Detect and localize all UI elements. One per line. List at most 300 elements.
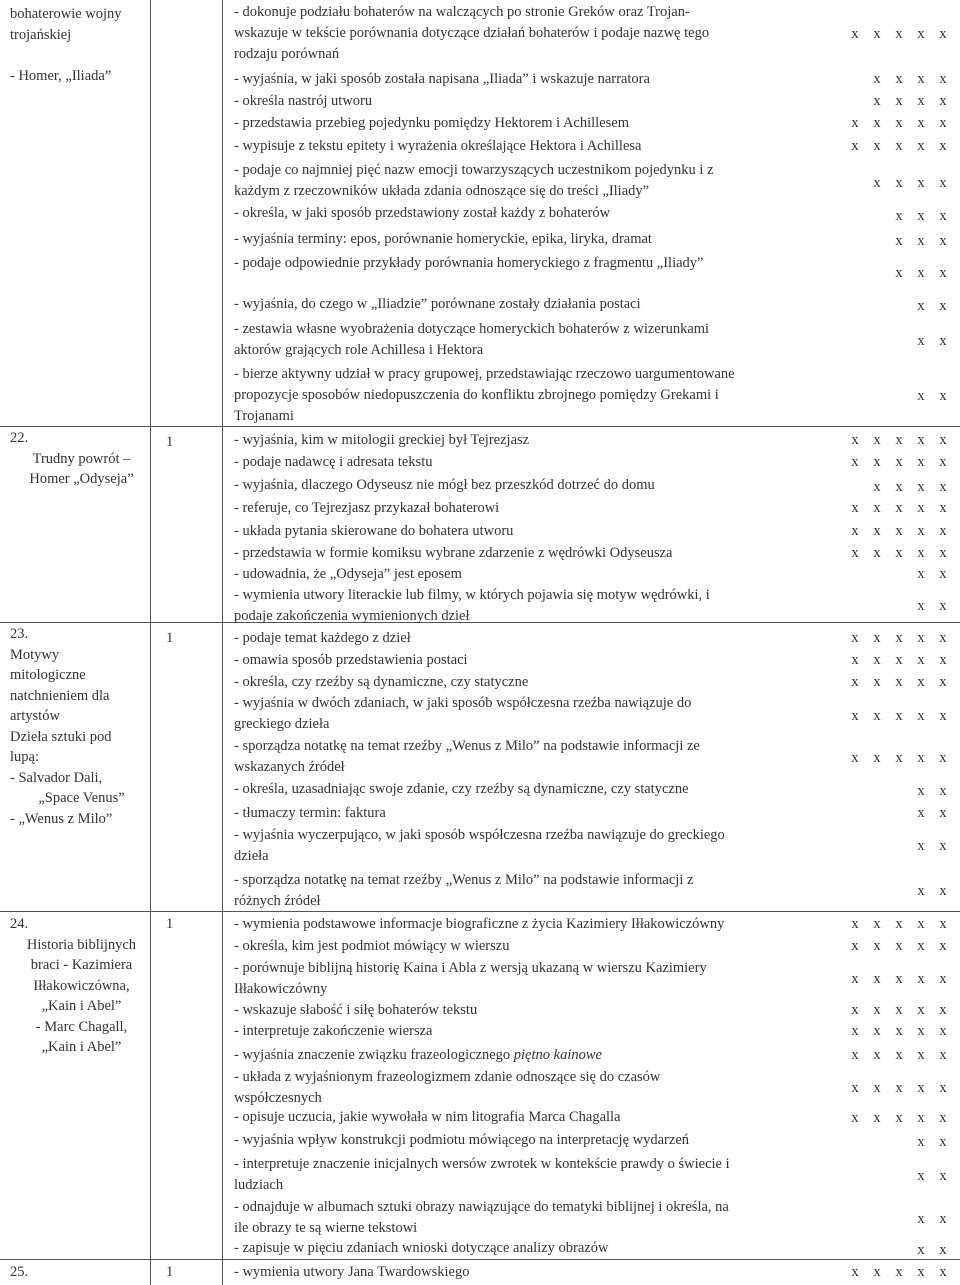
grade-mark: x [895,175,903,191]
lesson-title-line: Homer „Odyseja” [29,471,134,487]
grade-mark: x [895,208,903,224]
requirement-text [234,294,641,315]
requirement-line: - zestawia własne wyobrażenia dotyczące homeryckich bohaterów z wizerunkami [234,321,710,337]
grade-mark: x [873,523,881,539]
grade-mark: x [939,750,947,766]
grade-mark: x [939,971,947,987]
requirement-text [234,229,652,250]
requirement-text [234,1238,608,1259]
lesson-25-number: 25. [10,1264,29,1280]
grade-mark: x [873,1110,881,1126]
grade-mark: x [873,26,881,42]
grade-mark: x [917,838,925,854]
grade-mark: x [939,1134,947,1150]
requirement-text [234,958,707,1000]
requirement-line: współczesnych [234,1090,322,1106]
grade-marks [844,136,954,156]
grade-mark: x [895,1110,903,1126]
grade-mark: x [917,652,925,668]
requirement-line: - sporządza notatkę na temat rzeźby „Wenus z Milo” na podstawie informacji z [234,872,694,888]
requirement-text [234,319,709,361]
grade-mark: x [939,26,947,42]
requirement-line: różnych źródeł [234,893,321,909]
grade-mark: x [939,333,947,349]
grade-mark: x [939,71,947,87]
requirement-line: podaje zakończenia wymienionych dzieł [234,608,470,624]
requirement-line: - przedstawia w formie komiksu wybrane zdarzenie z wędrówki Odyseusza [234,545,673,561]
grade-marks [844,914,954,934]
grade-mark: x [917,265,925,281]
requirement-text [234,936,509,957]
grade-mark: x [939,1110,947,1126]
grade-marks [844,803,954,823]
requirement-line: - przedstawia przebieg pojedynku pomiędzy Hektorem i Achillesem [234,115,629,131]
requirement-line: - określa nastrój utworu [234,93,373,109]
grade-mark: x [851,674,859,690]
requirement-line: - wyjaśnia wpływ konstrukcji podmiotu mówiącego na interpretację wydarzeń [234,1132,690,1148]
grade-mark: x [917,208,925,224]
lesson-title-line: braci - Kazimiera [30,957,133,973]
grade-mark: x [917,1242,925,1258]
requirement-line: - wymienia podstawowe informacje biograficzne z życia Kazimiery Iłłakowiczówny [234,916,725,932]
requirement-line: - określa, czy rzeźby są dynamiczne, czy statyczne [234,674,529,690]
grade-mark: x [917,175,925,191]
grade-mark: x [851,1047,859,1063]
grade-mark: x [917,432,925,448]
grade-marks [844,91,954,111]
lesson-title-line: artystów [10,708,60,724]
grade-mark: x [939,566,947,582]
grade-mark: x [895,93,903,109]
requirement-line: - układa z wyjaśnionym frazeologizmem zdanie odnoszące się do czasów [234,1069,661,1085]
grade-mark: x [851,138,859,154]
grade-mark: x [851,630,859,646]
grade-marks [844,1078,954,1098]
grade-mark: x [917,1264,925,1280]
grade-mark: x [939,652,947,668]
grade-mark: x [939,454,947,470]
grade-mark: x [917,938,925,954]
grade-mark: x [873,674,881,690]
hours-count: 1 [166,434,174,450]
grade-mark: x [895,523,903,539]
requirement-text [234,564,462,585]
grade-mark: x [917,1002,925,1018]
grade-mark: x [939,93,947,109]
grade-mark: x [917,630,925,646]
requirement-text [234,452,432,473]
grade-marks [844,969,954,989]
grade-mark: x [873,479,881,495]
requirement-line: ludziach [234,1177,284,1193]
grade-mark: x [873,938,881,954]
grade-mark: x [917,674,925,690]
requirement-line: dzieła [234,848,269,864]
requirement-line: - omawia sposób przedstawienia postaci [234,652,468,668]
requirement-line: - wypisuje z tekstu epitety i wyrażenia określające Hektora i Achillesa [234,138,642,154]
grade-mark: x [917,783,925,799]
grade-marks [844,521,954,541]
grade-marks [844,596,954,616]
grade-marks [844,672,954,692]
requirement-line: - udowadnia, że „Odyseja” jest eposem [234,566,462,582]
grade-mark: x [873,916,881,932]
grade-marks [844,1240,954,1260]
lesson-title-l23 [10,624,153,829]
grade-mark: x [917,598,925,614]
grade-marks [844,543,954,563]
requirement-line: - tłumaczy termin: faktura [234,805,386,821]
grade-marks [844,452,954,472]
requirement-text [234,430,529,451]
requirement-text [234,779,689,800]
grade-marks [844,206,954,226]
grade-mark: x [873,1264,881,1280]
grade-mark: x [939,1242,947,1258]
grade-mark: x [939,598,947,614]
grade-mark: x [873,138,881,154]
requirement-text [234,628,411,649]
grade-mark: x [939,265,947,281]
grade-mark: x [939,1023,947,1039]
grade-mark: x [917,1110,925,1126]
grade-mark: x [851,1080,859,1096]
grade-mark: x [873,1023,881,1039]
requirement-line: rodzaju porównań [234,46,340,62]
requirement-text [234,650,468,671]
grade-mark: x [851,938,859,954]
grade-mark: x [895,938,903,954]
requirement-line: - interpretuje znaczenie inicjalnych wersów zwrotek w kontekście prawdy o świecie i [234,1156,730,1172]
grade-mark: x [939,674,947,690]
grade-mark: x [851,708,859,724]
grade-mark: x [939,916,947,932]
grade-mark: x [917,916,925,932]
requirement-text [234,585,710,627]
requirement-line: każdym z rzeczowników układa zdania odnoszące się do treści „Iliady” [234,183,650,199]
grade-mark: x [873,115,881,131]
grade-mark: x [873,432,881,448]
grade-mark: x [851,545,859,561]
grade-mark: x [917,750,925,766]
hours-count: 1 [166,916,174,932]
grade-mark: x [895,71,903,87]
grade-mark: x [851,1023,859,1039]
requirement-line: - wyjaśnia znaczenie związku frazeologicznego piętno kainowe [234,1047,602,1063]
lesson-title-line: 23. [10,626,29,642]
grade-mark: x [917,566,925,582]
requirement-line: - bierze aktywny udział w pracy grupowej, przedstawiając rzeczowo uargumentowane [234,366,735,382]
grade-mark: x [851,1110,859,1126]
lesson-title-line: - Marc Chagall, [35,1018,128,1035]
grade-marks [844,386,954,406]
grade-mark: x [939,545,947,561]
grade-mark: x [851,115,859,131]
requirement-text [234,803,386,824]
grade-mark: x [895,454,903,470]
grade-marks [844,936,954,956]
grade-marks [844,1132,954,1152]
grade-mark: x [851,1002,859,1018]
lesson-title-line: Trudny powrót – [32,450,131,467]
lesson-title-line: natchnieniem dla [10,687,110,704]
requirement-text [234,1107,621,1128]
grade-mark: x [917,1211,925,1227]
grade-mark: x [939,208,947,224]
grade-mark: x [895,265,903,281]
grade-mark: x [873,971,881,987]
requirement-line: - wyjaśnia, dlaczego Odyseusz nie mógł bez przeszkód dotrzeć do domu [234,477,655,493]
grade-mark: x [895,674,903,690]
requirement-line: - określa, uzasadniając swoje zdanie, czy rzeźby są dynamiczne, czy statyczne [234,781,689,797]
grade-mark: x [917,971,925,987]
requirement-line: - podaje nadawcę i adresata tekstu [234,454,433,470]
requirement-text [234,1067,660,1109]
grade-mark: x [939,1211,947,1227]
requirement-text [234,160,714,202]
grade-mark: x [851,916,859,932]
requirement-line: wskazanych źródeł [234,759,345,775]
grade-mark: x [895,971,903,987]
grade-mark: x [917,883,925,899]
grade-mark: x [873,175,881,191]
grade-mark: x [939,233,947,249]
grade-marks [844,1262,954,1282]
grade-marks [844,781,954,801]
grade-marks [844,1166,954,1186]
grade-mark: x [851,750,859,766]
grade-mark: x [895,1047,903,1063]
grade-marks [844,1209,954,1229]
requirement-text [234,136,641,157]
requirement-line: - referuje, co Tejrezjasz przykazał bohaterowi [234,500,500,516]
requirement-line: - określa, kim jest podmiot mówiący w wierszu [234,938,510,954]
grade-marks [844,113,954,133]
lesson-title-l24 [10,914,153,1058]
grade-mark: x [873,750,881,766]
requirement-line: propozycje sposobów niedopuszczenia do konfliktu zbrojnego pomiędzy Grekami i [234,387,719,403]
requirement-line: - określa, w jaki sposób przedstawiony został każdy z bohaterów [234,205,611,221]
requirement-line: - zapisuje w pięciu zdaniach wnioski dotyczące analizy obrazów [234,1240,609,1256]
requirement-text [234,253,703,274]
grade-mark: x [851,523,859,539]
grade-mark: x [939,838,947,854]
requirement-text [234,521,513,542]
lesson-title-line: - „Wenus z Milo” [10,810,113,827]
grade-mark: x [939,500,947,516]
requirement-line: - wyjaśnia, w jaki sposób została napisana „Iliada” i wskazuje narratora [234,71,650,87]
grade-mark: x [939,175,947,191]
grade-mark: x [939,1002,947,1018]
lesson-title-line: 22. [10,430,29,446]
grade-mark: x [917,500,925,516]
grade-marks [844,650,954,670]
requirement-line: - wyjaśnia, kim w mitologii greckiej był Tejrezjasz [234,432,530,448]
grade-marks [844,706,954,726]
requirement-text [234,1000,477,1021]
grade-mark: x [873,545,881,561]
grade-mark: x [917,708,925,724]
grade-mark: x [873,454,881,470]
grade-mark: x [895,1264,903,1280]
grade-mark: x [917,1023,925,1039]
requirement-line: - podaje temat każdego z dzieł [234,630,411,646]
requirement-line: - odnajduje w albumach sztuki obrazy nawiązujące do tematyki biblijnej i określa, na [234,1199,729,1215]
grade-mark: x [895,1023,903,1039]
grade-mark: x [895,233,903,249]
grade-mark: x [917,523,925,539]
lesson-title-l22 [10,428,153,490]
grade-mark: x [939,388,947,404]
requirement-text [234,203,610,224]
grade-mark: x [917,805,925,821]
grade-mark: x [917,1080,925,1096]
grade-mark: x [939,1264,947,1280]
grade-mark: x [917,388,925,404]
lesson-title-line: lupą: [10,749,39,765]
grade-mark: x [851,26,859,42]
requirement-text [234,364,735,427]
grade-mark: x [939,1047,947,1063]
grade-mark: x [895,432,903,448]
grade-marks [844,628,954,648]
grade-mark: x [873,71,881,87]
requirement-text [234,1262,470,1283]
lesson-title-line: bohaterowie wojny [10,6,122,22]
lesson-title-line: Motywy [10,646,60,663]
lesson-title-line: mitologiczne [10,667,86,683]
grade-marks [844,564,954,584]
grade-mark: x [917,454,925,470]
grade-mark: x [917,298,925,314]
requirement-text [234,1130,689,1151]
requirement-text [234,870,693,912]
grade-mark: x [873,1080,881,1096]
requirement-line: - podaje odpowiednie przykłady porównania homeryckiego z fragmentu „Iliady” [234,255,704,271]
grade-mark: x [851,454,859,470]
grade-marks [844,881,954,901]
lesson-title-line: „Kain i Abel” [41,998,122,1014]
grade-mark: x [917,233,925,249]
grade-marks [844,1021,954,1041]
lesson-title-line: trojańskiej [10,26,72,43]
requirement-line: greckiego dzieła [234,716,330,732]
requirement-text [234,1197,729,1239]
grade-mark: x [851,652,859,668]
grade-marks [844,498,954,518]
grade-mark: x [895,26,903,42]
grade-mark: x [851,500,859,516]
grade-mark: x [939,630,947,646]
requirement-line: - interpretuje zakończenie wiersza [234,1023,433,1039]
requirement-line: ile obrazy te są wierne tekstowi [234,1220,418,1236]
grade-mark: x [895,1080,903,1096]
requirement-line: Iłłakowiczówny [234,981,328,997]
grade-mark: x [939,115,947,131]
requirement-text [234,475,655,496]
lesson-title-line [10,45,153,66]
grade-mark: x [895,479,903,495]
grade-mark: x [939,1080,947,1096]
requirement-line: aktorów grających role Achillesa i Hektora [234,342,484,358]
grade-mark: x [895,500,903,516]
requirement-text [234,693,691,735]
requirement-text [234,113,629,134]
grade-mark: x [895,750,903,766]
column-divider [222,0,223,1285]
requirement-text [234,1045,602,1066]
requirement-line: - wyjaśnia wyczerpująco, w jaki sposób współczesna rzeźba nawiązuje do greckiego [234,827,725,843]
requirement-line: - układa pytania skierowane do bohatera utworu [234,523,514,539]
requirement-text [234,736,700,778]
grade-marks [844,263,954,283]
requirement-text [234,543,672,564]
hours-count: 1 [166,630,174,646]
section-divider [0,1259,960,1260]
grade-mark: x [917,93,925,109]
requirement-text [234,91,372,112]
lesson-title-line: „Space Venus” [38,790,125,806]
grade-mark: x [873,652,881,668]
lesson-title-line: Iłłakowiczówna, [33,977,130,994]
requirement-line: - wymienia utwory Jana Twardowskiego [234,1264,470,1280]
grade-mark: x [939,1168,947,1184]
grade-mark: x [917,26,925,42]
grade-mark: x [917,138,925,154]
grade-marks [844,69,954,89]
grade-mark: x [917,1168,925,1184]
grade-mark: x [917,1134,925,1150]
grade-mark: x [851,432,859,448]
requirement-line: - wyjaśnia w dwóch zdaniach, w jaki sposób współczesna rzeźba nawiązuje do [234,695,692,711]
requirement-line: - wskazuje słabość i siłę bohaterów tekstu [234,1002,478,1018]
grade-mark: x [939,298,947,314]
grade-mark: x [917,71,925,87]
grade-mark: x [917,479,925,495]
requirement-text [234,69,650,90]
grade-mark: x [873,630,881,646]
grade-marks [844,836,954,856]
requirement-line: Trojanami [234,408,294,424]
grade-mark: x [895,138,903,154]
requirement-line: wskazuje w tekście porównania dotyczące działań bohaterów i podaje nazwę tego [234,25,710,41]
grade-mark: x [895,630,903,646]
grade-mark: x [873,1047,881,1063]
lesson-title-l21 [10,4,153,86]
grade-mark: x [895,1002,903,1018]
requirement-line: - podaje co najmniej pięć nazw emocji towarzyszących uczestnikom pojedynku i z [234,162,714,178]
grade-mark: x [895,545,903,561]
requirement-line: - wyjaśnia terminy: epos, porównanie homeryckie, epika, liryka, dramat [234,231,652,247]
grade-mark: x [917,115,925,131]
grade-marks [844,477,954,497]
grade-mark: x [917,333,925,349]
grade-mark: x [939,432,947,448]
lesson-title-line: - Salvador Dali, [10,769,103,786]
requirement-line: - opisuje uczucia, jakie wywołała w nim litografia Marca Chagalla [234,1109,621,1125]
grade-marks [844,173,954,193]
grade-marks [844,296,954,316]
grade-mark: x [873,93,881,109]
grade-mark: x [873,1002,881,1018]
lesson-title-line: 24. [10,916,29,932]
requirement-line: - sporządza notatkę na temat rzeźby „Wenus z Milo” na podstawie informacji ze [234,738,700,754]
grade-marks [844,748,954,768]
grade-mark: x [939,883,947,899]
grade-mark: x [851,971,859,987]
grade-mark: x [939,938,947,954]
grade-mark: x [873,708,881,724]
